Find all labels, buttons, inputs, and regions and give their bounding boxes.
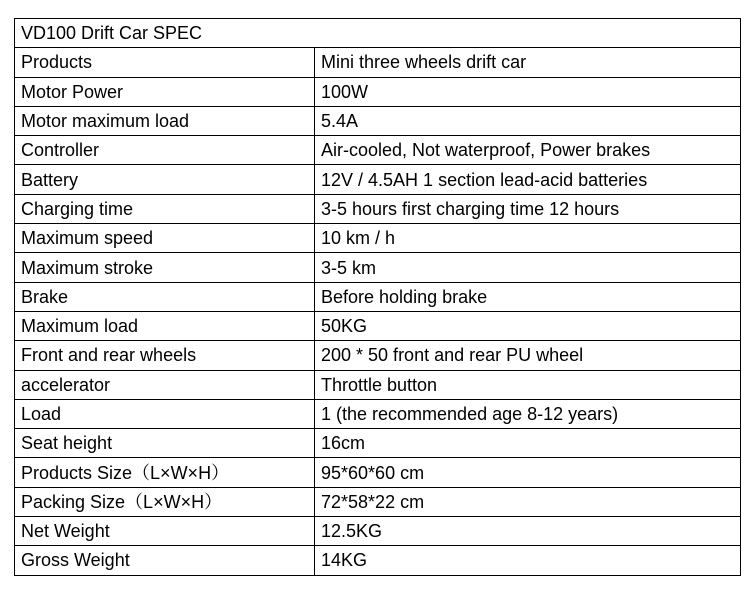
table-title: VD100 Drift Car SPEC	[15, 19, 741, 48]
spec-label: Products	[15, 48, 315, 77]
spec-value: Throttle button	[315, 370, 741, 399]
table-row	[15, 458, 741, 487]
table-row	[15, 224, 741, 253]
spec-label: Load	[15, 399, 315, 428]
spec-value: 5.4A	[315, 106, 741, 135]
spec-label: Gross Weight	[15, 546, 315, 575]
table-row	[15, 282, 741, 311]
spec-value: 3-5 hours first charging time 12 hours	[315, 194, 741, 223]
spec-value: 10 km / h	[315, 224, 741, 253]
table-row	[15, 487, 741, 516]
spec-table	[14, 18, 741, 576]
spec-table-body	[15, 19, 741, 576]
spec-label: Controller	[15, 136, 315, 165]
table-row	[15, 165, 741, 194]
spec-value: Air-cooled, Not waterproof, Power brakes	[315, 136, 741, 165]
table-row	[15, 546, 741, 575]
spec-label: Battery	[15, 165, 315, 194]
spec-label: Brake	[15, 282, 315, 311]
table-row	[15, 253, 741, 282]
table-row	[15, 341, 741, 370]
spec-value: 100W	[315, 77, 741, 106]
spec-label: Products Size（L×W×H）	[15, 458, 315, 487]
table-row	[15, 517, 741, 546]
table-row	[15, 48, 741, 77]
spec-label: Maximum load	[15, 311, 315, 340]
spec-value: 72*58*22 cm	[315, 487, 741, 516]
spec-value: 95*60*60 cm	[315, 458, 741, 487]
spec-label: Seat height	[15, 429, 315, 458]
spec-value: Mini three wheels drift car	[315, 48, 741, 77]
spec-label: Packing Size（L×W×H）	[15, 487, 315, 516]
title-row	[15, 19, 741, 48]
table-row	[15, 370, 741, 399]
spec-value: 12.5KG	[315, 517, 741, 546]
spec-label: Maximum stroke	[15, 253, 315, 282]
spec-label: Charging time	[15, 194, 315, 223]
spec-value: 3-5 km	[315, 253, 741, 282]
spec-label: Motor Power	[15, 77, 315, 106]
table-row	[15, 311, 741, 340]
spec-label: Front and rear wheels	[15, 341, 315, 370]
spec-value: 200 * 50 front and rear PU wheel	[315, 341, 741, 370]
spec-label: Motor maximum load	[15, 106, 315, 135]
table-row	[15, 399, 741, 428]
table-row	[15, 77, 741, 106]
spec-value: 16cm	[315, 429, 741, 458]
table-row	[15, 429, 741, 458]
spec-value: 50KG	[315, 311, 741, 340]
spec-label: Maximum speed	[15, 224, 315, 253]
spec-value: Before holding brake	[315, 282, 741, 311]
table-row	[15, 136, 741, 165]
spec-label: accelerator	[15, 370, 315, 399]
spec-value: 14KG	[315, 546, 741, 575]
spec-value: 1 (the recommended age 8-12 years)	[315, 399, 741, 428]
table-row	[15, 106, 741, 135]
spec-label: Net Weight	[15, 517, 315, 546]
table-row	[15, 194, 741, 223]
spec-value: 12V / 4.5AH 1 section lead-acid batteries	[315, 165, 741, 194]
